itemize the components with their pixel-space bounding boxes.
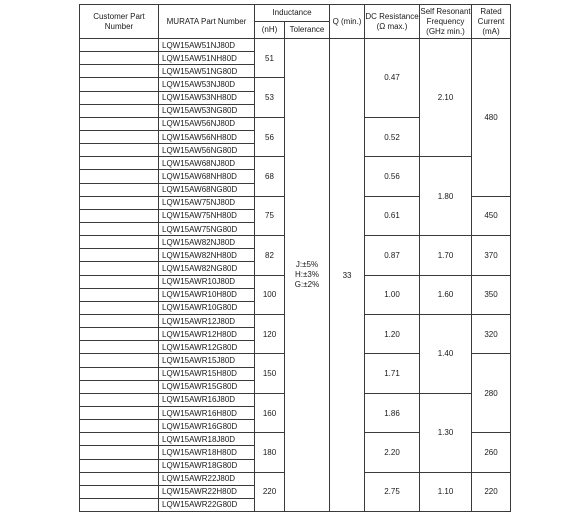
customer-part-number-cell: [80, 314, 159, 327]
customer-part-number-cell: [80, 39, 159, 52]
customer-part-number-header: Customer Part Number: [80, 5, 159, 39]
customer-part-number-cell: [80, 406, 159, 419]
customer-part-number-cell: [80, 196, 159, 209]
customer-part-number-cell: [80, 209, 159, 222]
murata-part-number-cell: LQW15AW53NH80D: [159, 91, 255, 104]
murata-part-number-cell: LQW15AWR16G80D: [159, 420, 255, 433]
murata-part-number-cell: LQW15AWR22G80D: [159, 498, 255, 511]
customer-part-number-cell: [80, 393, 159, 406]
self-resonant-frequency-cell: 1.30: [420, 393, 472, 472]
customer-part-number-cell: [80, 380, 159, 393]
customer-part-number-cell: [80, 183, 159, 196]
murata-part-number-cell: LQW15AW82NH80D: [159, 249, 255, 262]
inductance-value-cell: 160: [255, 393, 285, 432]
customer-part-number-cell: [80, 52, 159, 65]
customer-part-number-cell: [80, 157, 159, 170]
customer-part-number-cell: [80, 288, 159, 301]
customer-part-number-cell: [80, 130, 159, 143]
murata-part-number-cell: LQW15AWR10H80D: [159, 288, 255, 301]
inductance-header: Inductance: [255, 5, 330, 22]
customer-part-number-cell: [80, 354, 159, 367]
murata-part-number-cell: LQW15AWR15H80D: [159, 367, 255, 380]
inductance-value-cell: 56: [255, 117, 285, 156]
customer-part-number-cell: [80, 367, 159, 380]
customer-part-number-cell: [80, 498, 159, 511]
self-resonant-frequency-cell: 1.10: [420, 472, 472, 511]
inductance-value-cell: 120: [255, 314, 285, 353]
dc-resistance-cell: 0.87: [365, 236, 420, 275]
customer-part-number-cell: [80, 236, 159, 249]
dc-resistance-cell: 2.75: [365, 472, 420, 511]
dc-resistance-cell: 1.00: [365, 275, 420, 314]
inductance-value-cell: 82: [255, 236, 285, 275]
q-min-cell: 33: [330, 39, 365, 512]
rated-current-cell: 220: [472, 472, 511, 511]
rated-current-cell: 280: [472, 354, 511, 433]
dc-resistance-cell: 1.86: [365, 393, 420, 432]
inductance-value-cell: 68: [255, 157, 285, 196]
dc-resistance-cell: 0.52: [365, 117, 420, 156]
inductance-value-cell: 220: [255, 472, 285, 511]
murata-part-number-cell: LQW15AWR16J80D: [159, 393, 255, 406]
murata-part-number-cell: LQW15AW75NG80D: [159, 222, 255, 235]
murata-part-number-cell: LQW15AWR10G80D: [159, 301, 255, 314]
customer-part-number-cell: [80, 144, 159, 157]
rated-current-cell: 480: [472, 39, 511, 197]
self-resonant-frequency-cell: 1.40: [420, 314, 472, 393]
murata-part-number-cell: LQW15AW68NH80D: [159, 170, 255, 183]
murata-part-number-cell: LQW15AW51NG80D: [159, 65, 255, 78]
customer-part-number-cell: [80, 301, 159, 314]
dc-resistance-cell: 1.71: [365, 354, 420, 393]
q-min-header: Q (min.): [330, 5, 365, 39]
dc-resistance-cell: 2.20: [365, 433, 420, 472]
murata-part-number-cell: LQW15AWR12G80D: [159, 341, 255, 354]
murata-part-number-cell: LQW15AWR16H80D: [159, 406, 255, 419]
murata-part-number-cell: LQW15AW56NG80D: [159, 144, 255, 157]
customer-part-number-cell: [80, 262, 159, 275]
inductance-value-cell: 150: [255, 354, 285, 393]
murata-part-number-cell: LQW15AW68NG80D: [159, 183, 255, 196]
customer-part-number-cell: [80, 65, 159, 78]
customer-part-number-cell: [80, 341, 159, 354]
inductance-nh-subheader: (nH): [255, 22, 285, 39]
dc-resistance-cell: 0.61: [365, 196, 420, 235]
customer-part-number-cell: [80, 78, 159, 91]
murata-part-number-cell: LQW15AWR15J80D: [159, 354, 255, 367]
self-resonant-frequency-cell: 2.10: [420, 39, 472, 157]
dc-resistance-header: DC Resistance (Ω max.): [365, 5, 420, 39]
dc-resistance-cell: 1.20: [365, 314, 420, 353]
customer-part-number-cell: [80, 420, 159, 433]
murata-part-number-cell: LQW15AWR10J80D: [159, 275, 255, 288]
murata-part-number-cell: LQW15AWR22J80D: [159, 472, 255, 485]
murata-part-number-cell: LQW15AW53NJ80D: [159, 78, 255, 91]
rated-current-cell: 450: [472, 196, 511, 235]
rated-current-cell: 370: [472, 236, 511, 275]
inductance-value-cell: 75: [255, 196, 285, 235]
dc-resistance-cell: 0.56: [365, 157, 420, 196]
murata-part-number-cell: LQW15AW82NG80D: [159, 262, 255, 275]
murata-part-number-header: MURATA Part Number: [159, 5, 255, 39]
murata-part-number-cell: LQW15AWR12J80D: [159, 314, 255, 327]
self-resonant-frequency-header: Self Resonant Frequency (GHz min.): [420, 5, 472, 39]
table-row: [80, 39, 511, 52]
murata-part-number-cell: LQW15AW75NH80D: [159, 209, 255, 222]
murata-part-number-cell: LQW15AWR18J80D: [159, 433, 255, 446]
murata-part-number-cell: LQW15AW68NJ80D: [159, 157, 255, 170]
customer-part-number-cell: [80, 249, 159, 262]
rated-current-header: Rated Current (mA): [472, 5, 511, 39]
rated-current-cell: 320: [472, 314, 511, 353]
murata-part-number-cell: LQW15AW51NH80D: [159, 52, 255, 65]
murata-part-number-cell: LQW15AW56NJ80D: [159, 117, 255, 130]
self-resonant-frequency-cell: 1.60: [420, 275, 472, 314]
customer-part-number-cell: [80, 459, 159, 472]
customer-part-number-cell: [80, 222, 159, 235]
inductor-spec-table: [79, 4, 511, 512]
murata-part-number-cell: LQW15AW75NJ80D: [159, 196, 255, 209]
customer-part-number-cell: [80, 104, 159, 117]
customer-part-number-cell: [80, 117, 159, 130]
murata-part-number-cell: LQW15AW56NH80D: [159, 130, 255, 143]
customer-part-number-cell: [80, 170, 159, 183]
customer-part-number-cell: [80, 446, 159, 459]
customer-part-number-cell: [80, 472, 159, 485]
customer-part-number-cell: [80, 91, 159, 104]
inductance-value-cell: 100: [255, 275, 285, 314]
customer-part-number-cell: [80, 485, 159, 498]
self-resonant-frequency-cell: 1.70: [420, 236, 472, 275]
tolerance-subheader: Tolerance: [285, 22, 330, 39]
murata-part-number-cell: LQW15AW51NJ80D: [159, 39, 255, 52]
murata-part-number-cell: LQW15AWR12H80D: [159, 328, 255, 341]
customer-part-number-cell: [80, 433, 159, 446]
customer-part-number-cell: [80, 328, 159, 341]
murata-part-number-cell: LQW15AW82NJ80D: [159, 236, 255, 249]
self-resonant-frequency-cell: 1.80: [420, 157, 472, 236]
inductance-value-cell: 53: [255, 78, 285, 117]
inductance-value-cell: 51: [255, 39, 285, 78]
rated-current-cell: 350: [472, 275, 511, 314]
tolerance-cell: J:±5% H:±3% G:±2%: [285, 39, 330, 512]
murata-part-number-cell: LQW15AWR18H80D: [159, 446, 255, 459]
murata-part-number-cell: LQW15AWR18G80D: [159, 459, 255, 472]
inductance-value-cell: 180: [255, 433, 285, 472]
rated-current-cell: 260: [472, 433, 511, 472]
murata-part-number-cell: LQW15AWR22H80D: [159, 485, 255, 498]
murata-part-number-cell: LQW15AW53NG80D: [159, 104, 255, 117]
murata-part-number-cell: LQW15AWR15G80D: [159, 380, 255, 393]
customer-part-number-cell: [80, 275, 159, 288]
dc-resistance-cell: 0.47: [365, 39, 420, 118]
